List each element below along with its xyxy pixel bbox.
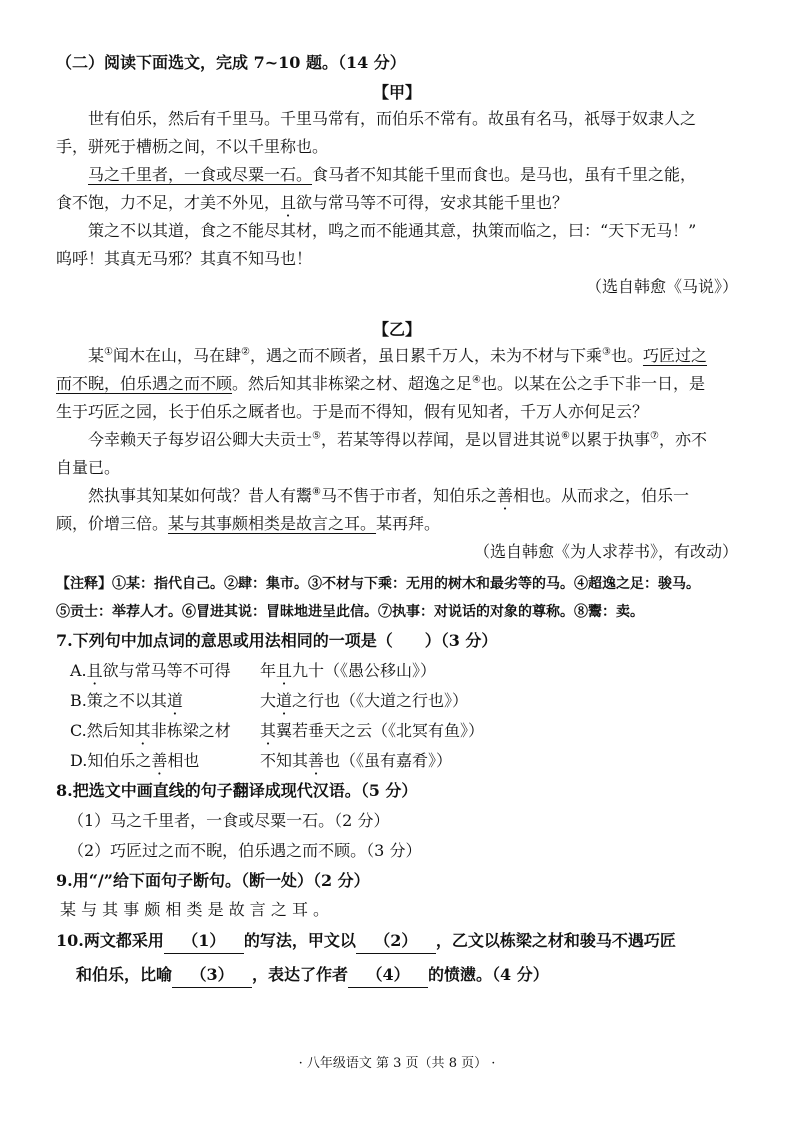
yi-p1-line2: 而不睨，伯乐遇之而不顾。然后知其非栋梁之材、超逸之足④也。以某在公之手下非一日，是 bbox=[56, 374, 706, 393]
underlined-sentence: 马之千里者，一食或尽粟一石。 bbox=[88, 165, 313, 184]
page-footer: · 八年级语文 第 3 页（共 8 页） · bbox=[298, 1056, 496, 1071]
yi-passage bbox=[56, 342, 738, 566]
dotted-word: 且 bbox=[280, 193, 297, 212]
answer-blank-1[interactable]: （1） bbox=[164, 929, 244, 954]
q7-option-a: A.且欲与常马等不可得 年且九十（《愚公移山》） bbox=[70, 661, 437, 680]
jia-p3-line2: 呜呼！其真无马邪？其真不知马也！ bbox=[56, 249, 313, 268]
q9-stem: 9.用“/”给下面句子断句。（断一处）（2 分） bbox=[56, 871, 370, 890]
yi-p1-line1: 某①闻木在山，马在肆②，遇之而不顾者，虽日累千万人，未为不材与下乘③也。巧匠过之 bbox=[88, 346, 707, 365]
jia-passage bbox=[56, 105, 738, 301]
dotted-word: 善 bbox=[497, 486, 514, 505]
yi-p3-line2: 顾，价增三倍。某与其事颇相类是故言之耳。某再拜。 bbox=[56, 514, 441, 533]
q8-stem: 8.把选文中画直线的句子翻译成现代汉语。（5 分） bbox=[56, 781, 418, 800]
yi-heading: 【乙】 bbox=[372, 320, 421, 339]
jia-p1-line2: 手，骈死于槽枥之间，不以千里称也。 bbox=[56, 137, 329, 156]
q7-stem: 7.下列句中加点词的意思或用法相同的一项是（ ）（3 分） bbox=[56, 631, 498, 650]
underlined-sentence: 而不睨，伯乐遇之而不顾 bbox=[56, 374, 233, 393]
q7-option-b: B.策之不以其道 大道之行也（《大道之行也》） bbox=[70, 691, 469, 710]
answer-blank-3[interactable]: （3） bbox=[172, 963, 252, 988]
yi-p2-line1: 今幸赖天子每岁诏公卿大夫贡士⑤，若某等得以荐闻，是以冒进其说⑥以累于执事⑦，亦不 bbox=[88, 430, 707, 449]
annotation-line2: ⑤贡士：举荐人才。⑥冒进其说：冒昧地进呈此信。⑦执事：对说话的对象的尊称。⑧鬻：卖。 bbox=[56, 604, 644, 620]
question-8 bbox=[56, 776, 738, 866]
jia-p2-line1: 马之千里者，一食或尽粟一石。食马者不知其能千里而食也。是马也，虽有千里之能， bbox=[88, 165, 697, 184]
q7-option-d: D.知伯乐之善相也 不知其善也（《虽有嘉肴》） bbox=[70, 751, 453, 770]
jia-heading: 【甲】 bbox=[372, 83, 421, 102]
section-title: （二）阅读下面选文，完成 7~10 题。（14 分） bbox=[56, 53, 406, 72]
question-9 bbox=[56, 866, 738, 924]
underlined-sentence: 巧匠过之 bbox=[642, 346, 707, 365]
yi-p3-line1: 然执事其知某如何哉？昔人有鬻⑧马不售于市者，知伯乐之善相也。从而求之，伯乐一 bbox=[88, 486, 690, 505]
jia-p2-line2: 食不饱，力不足，才美不外见，且欲与常马等不可得，安求其能千里也？ bbox=[56, 193, 569, 212]
q7-option-c: C.然后知其非栋梁之材 其翼若垂天之云（《北冥有鱼》） bbox=[70, 721, 485, 740]
question-7 bbox=[56, 626, 738, 776]
annotations bbox=[56, 570, 738, 626]
answer-blank-2[interactable]: （2） bbox=[356, 929, 436, 954]
underlined-sentence: 某与其事颇相类是故言之耳。 bbox=[168, 514, 377, 533]
jia-p3-line1: 策之不以其道，食之不能尽其材，鸣之而不能通其意，执策而临之，曰：“天下无马！” bbox=[88, 221, 697, 240]
q8-sub-2: （2）巧匠过之而不睨，伯乐遇之而不顾。（3 分） bbox=[68, 841, 422, 860]
q9-sentence: 某 与 其 事 颇 相 类 是 故 言 之 耳 。 bbox=[60, 900, 330, 919]
question-10 bbox=[56, 924, 738, 992]
jia-p1-line1: 世有伯乐，然后有千里马。千里马常有，而伯乐不常有。故虽有名马，祇辱于奴隶人之 bbox=[88, 109, 697, 128]
yi-p1-line3: 生于巧匠之园，长于伯乐之厩者也。于是而不得知，假有见知者，千万人亦何足云？ bbox=[56, 402, 649, 421]
q8-sub-1: （1）马之千里者，一食或尽粟一石。（2 分） bbox=[68, 811, 390, 830]
q10-line2: 和伯乐，比喻 （3） ，表达了作者 （4） 的愤懑。（4 分） bbox=[56, 958, 738, 992]
annotation-line1: 【注释】①某：指代自己。②肆：集市。③不材与下乘：无用的树木和最劣等的马。④超逸之足：骏马。 bbox=[56, 576, 700, 592]
answer-blank-4[interactable]: （4） bbox=[348, 963, 428, 988]
q10-line1: 10.两文都采用 （1） 的写法，甲文以 （2） ，乙文以栋梁之材和骏马不遇巧匠 bbox=[56, 924, 738, 958]
yi-p2-line2: 自量已。 bbox=[56, 458, 121, 477]
yi-source: （选自韩愈《为人求荐书》，有改动） bbox=[473, 542, 738, 561]
jia-source: （选自韩愈《马说》） bbox=[585, 277, 738, 296]
